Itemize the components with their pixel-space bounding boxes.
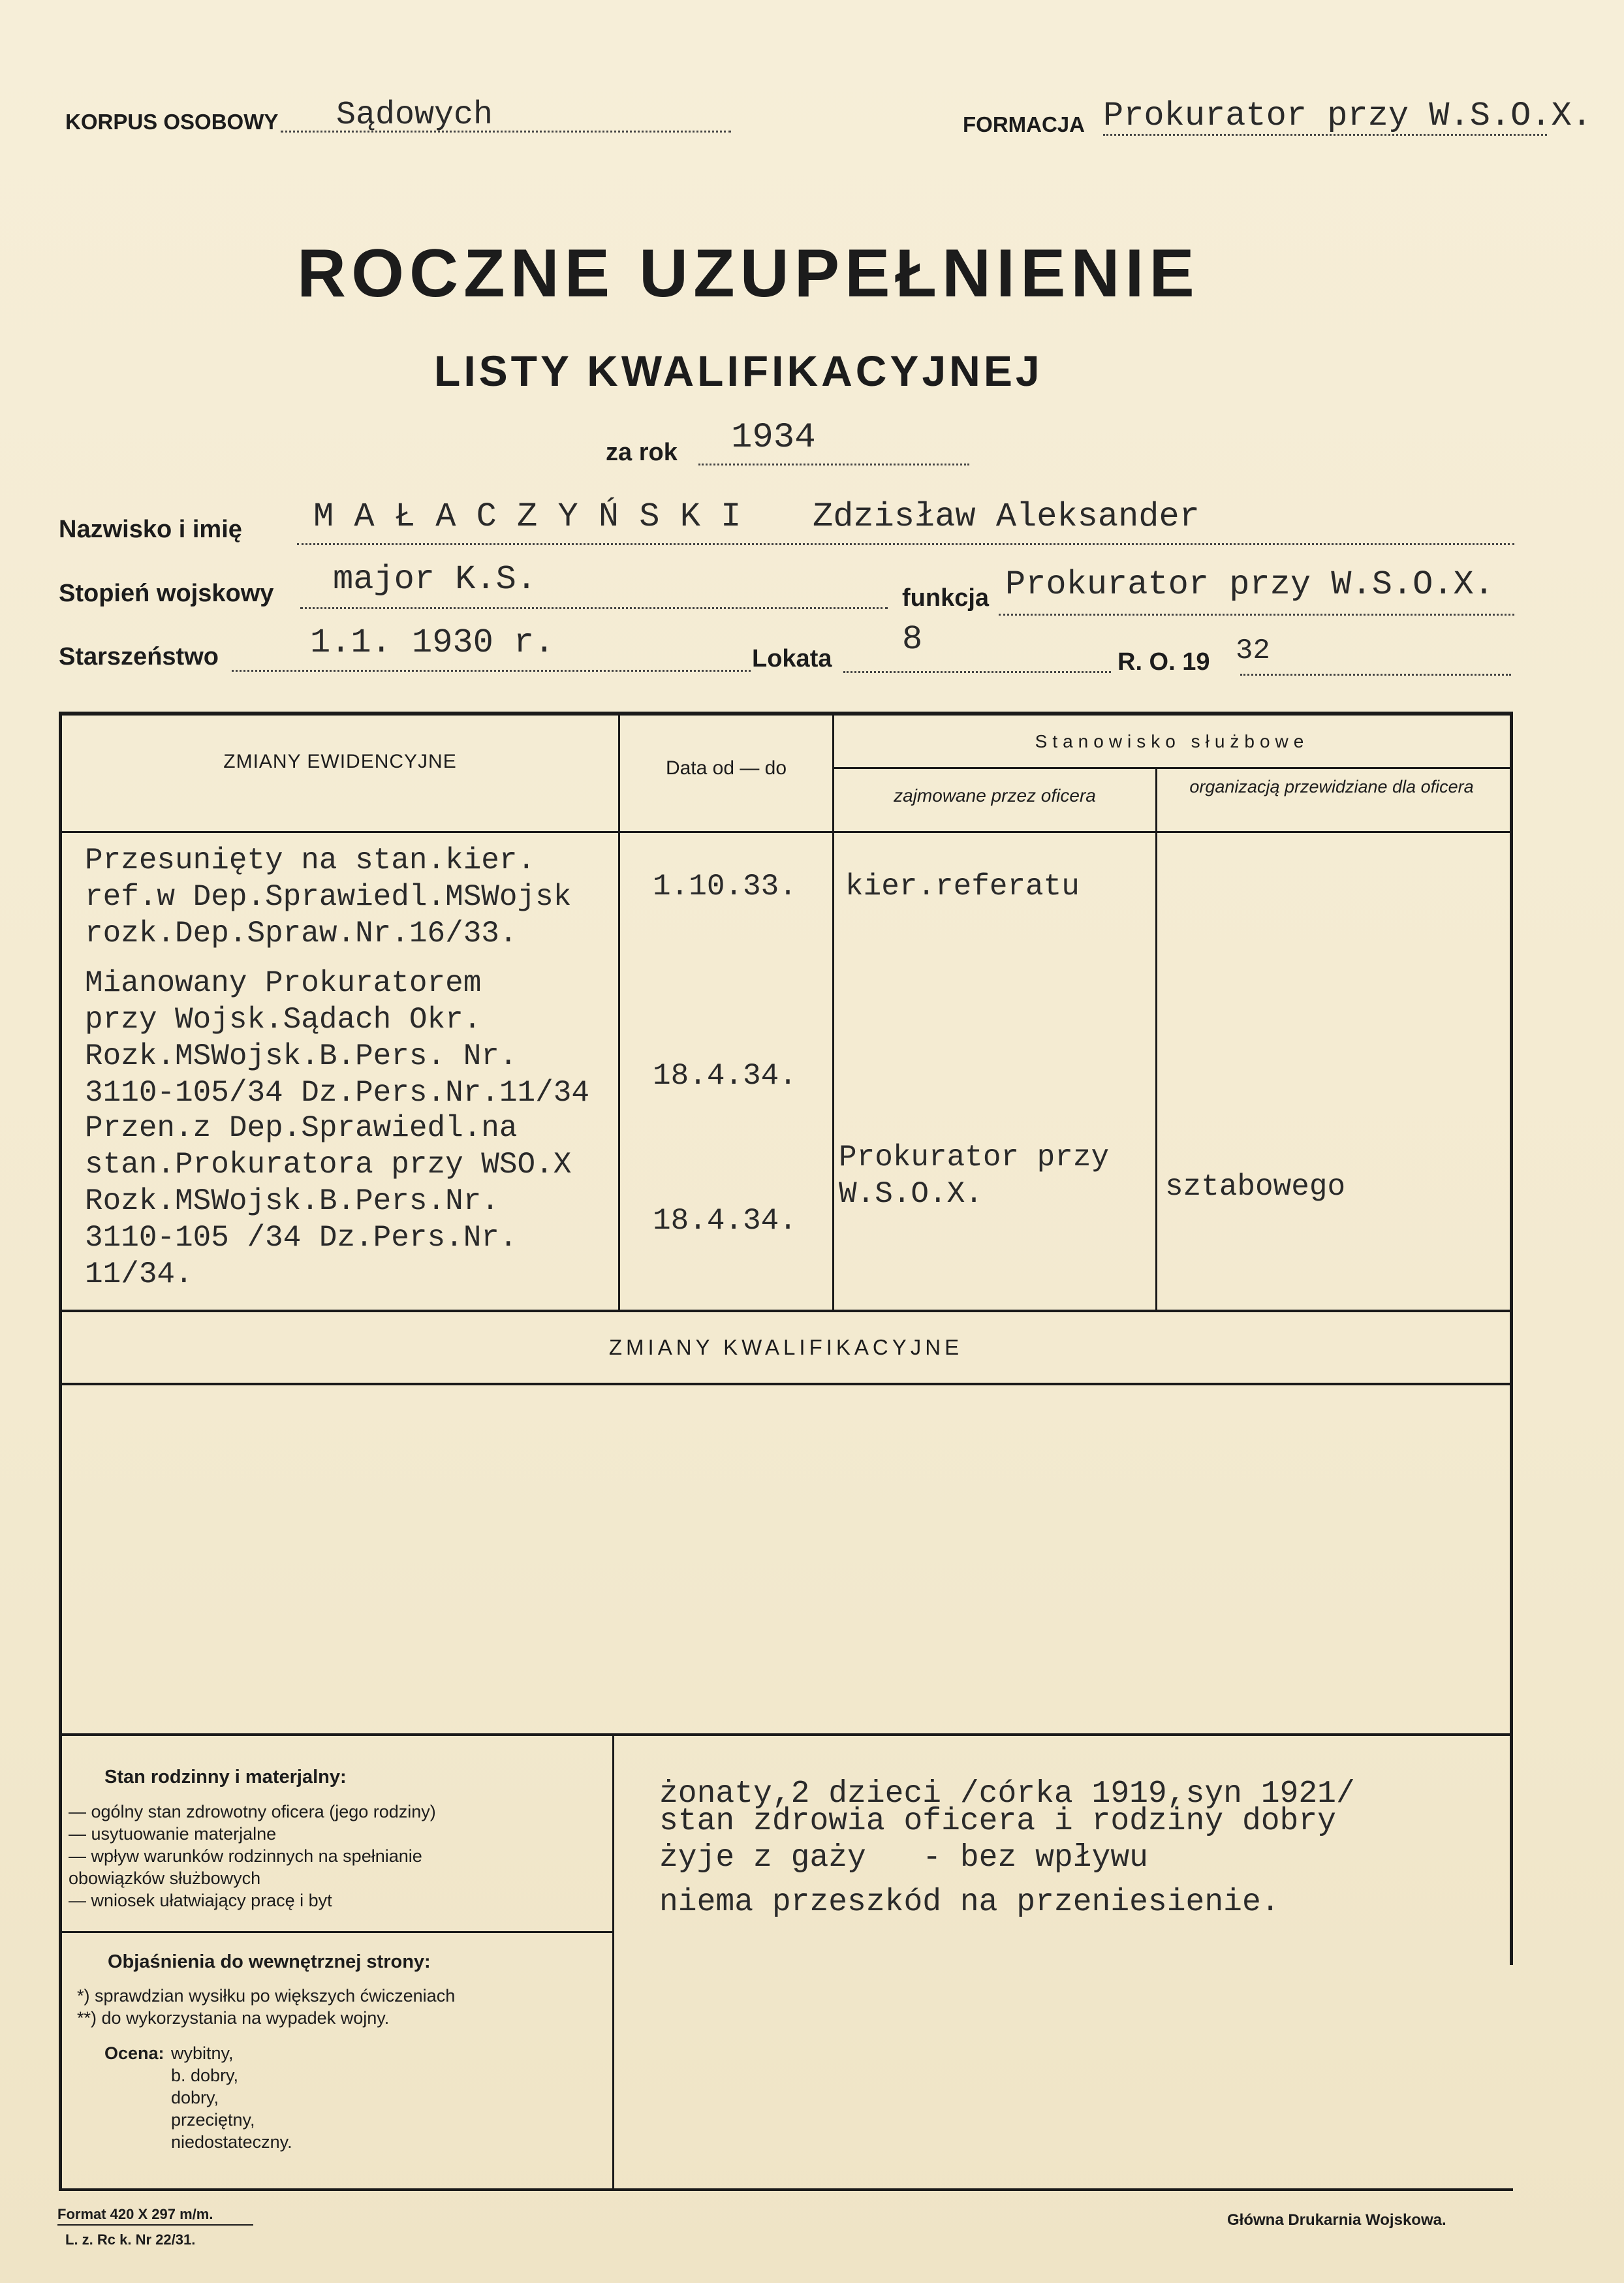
- page-subtitle: LISTY KWALIFIKACYJNEJ: [434, 347, 1043, 395]
- entry-3-held: Prokurator przy W.S.O.X.: [839, 1141, 1110, 1211]
- function-label: funkcja: [902, 584, 990, 612]
- family-item-3: — wpływ warunków rodzinnych na spełnianie: [69, 1846, 422, 1866]
- ro-value: 32: [1236, 635, 1270, 667]
- name-dots: [297, 543, 1514, 545]
- family-text-1: żonaty,2 dzieci /córka 1919,syn 1921/: [659, 1776, 1355, 1812]
- ocena-2: b. dobry,: [171, 2066, 239, 2085]
- position-sub-line: [832, 767, 1511, 769]
- notes-heading: Objaśnienia do wewnętrznej strony:: [108, 1951, 431, 1972]
- entry-3-planned: sztabowego: [1165, 1170, 1346, 1204]
- function-value: Prokurator przy W.S.O.X.: [1005, 565, 1494, 604]
- qual-header: ZMIANY KWALIFIKACYJNE: [608, 1335, 963, 1359]
- family-text-4: niema przeszkód na przeniesienie.: [659, 1885, 1280, 1920]
- col-header-held: zajmowane przez oficera: [894, 785, 1096, 806]
- seniority-label: Starszeństwo: [59, 643, 219, 670]
- name-label: Nazwisko i imię: [59, 516, 242, 543]
- year-label: za rok: [606, 439, 678, 466]
- entry-3-text: Przen.z Dep.Sprawiedl.na stan.Prokuratora przy WSO.X Rozk.MSWojsk.B.Pers.Nr. 3110-105 /34 Dz.Pers.Nr. 11/34.: [85, 1111, 572, 1291]
- col-header-position: Stanowisko służbowe: [1035, 731, 1309, 751]
- footer-underline: [57, 2224, 253, 2226]
- seniority-dots: [232, 670, 751, 672]
- table-header-bottom: [59, 831, 1513, 833]
- family-heading: Stan rodzinny i materjalny:: [104, 1767, 347, 1787]
- col-divider-1: [618, 716, 620, 1310]
- lokata-dots: [843, 671, 1111, 673]
- qual-header-bottom: [59, 1383, 1513, 1385]
- formacja-label: FORMACJA: [963, 112, 1085, 136]
- footer-ref: L. z. Rc k. Nr 22/31.: [65, 2231, 196, 2248]
- ocena-3: dobry,: [171, 2088, 219, 2107]
- col-divider-3: [1155, 767, 1157, 1310]
- qual-bottom-line: [59, 1733, 1513, 1736]
- lokata-value: 8: [902, 620, 923, 659]
- qual-top-line: [59, 1310, 1513, 1312]
- rank-value: major K.S.: [333, 560, 537, 599]
- family-left-border: [59, 1733, 62, 2190]
- family-bottom-line: [59, 2188, 1513, 2191]
- year-dots: [698, 464, 969, 465]
- rank-dots: [300, 607, 888, 609]
- formacja-value: Prokurator przy W.S.O.X.: [1103, 97, 1592, 135]
- footer-format: Format 420 X 297 m/m.: [57, 2206, 213, 2222]
- footer-printer: Główna Drukarnia Wojskowa.: [1227, 2211, 1446, 2229]
- col-header-changes: ZMIANY EWIDENCYJNE: [223, 751, 457, 772]
- korpus-value: Sądowych: [336, 97, 493, 134]
- table-right-border: [1510, 712, 1513, 1965]
- lokata-label: Lokata: [752, 645, 832, 672]
- note-1: *) sprawdzian wysiłku po większych ćwiczeniach: [77, 1986, 456, 2006]
- korpus-label: KORPUS OSOBOWY: [65, 110, 279, 134]
- col-header-planned: organizacją przewidziane dla oficera: [1189, 777, 1474, 796]
- ro-label: R. O. 19: [1117, 648, 1210, 676]
- entry-2-date: 18.4.34.: [653, 1059, 797, 1093]
- year-value: 1934: [731, 418, 816, 458]
- rank-label: Stopień wojskowy: [59, 580, 274, 607]
- entry-2-text: Mianowany Prokuratorem przy Wojsk.Sądach Okr. Rozk.MSWojsk.B.Pers. Nr. 3110-105/34 Dz.Pers.Nr.11/34: [85, 966, 589, 1110]
- ro-dots: [1240, 674, 1511, 676]
- given-names-value: Zdzisław Aleksander: [813, 497, 1200, 536]
- table-top-border: [59, 712, 1513, 716]
- ocena-label: Ocena:: [104, 2043, 164, 2063]
- ocena-1: wybitny,: [171, 2043, 234, 2063]
- page-title: ROCZNE UZUPEŁNIENIE: [297, 236, 1200, 311]
- family-text-2: stan zdrowia oficera i rodziny dobry: [659, 1804, 1336, 1839]
- function-dots: [999, 614, 1514, 616]
- entry-1-text: Przesunięty na stan.kier. ref.w Dep.Sprawiedl.MSWojsk rozk.Dep.Spraw.Nr.16/33.: [85, 843, 572, 951]
- ocena-4: przeciętny,: [171, 2110, 255, 2130]
- entry-1-held: kier.referatu: [845, 870, 1080, 904]
- col-header-dates: Data od — do: [665, 757, 787, 779]
- ocena-5: niedostateczny.: [171, 2132, 292, 2152]
- entry-3-date: 18.4.34.: [653, 1204, 797, 1238]
- family-mid-line: [59, 1931, 614, 1933]
- entry-1-date: 1.10.33.: [653, 870, 797, 904]
- family-item-1: — ogólny stan zdrowotny oficera (jego rodziny): [69, 1802, 436, 1821]
- note-2: **) do wykorzystania na wypadek wojny.: [77, 2008, 390, 2028]
- seniority-value: 1.1. 1930 r.: [310, 623, 555, 662]
- family-item-5: — wniosek ułatwiający pracę i byt: [69, 1891, 332, 1910]
- family-item-2: — usytuowanie materjalne: [69, 1824, 277, 1844]
- family-item-4: obowiązków służbowych: [69, 1868, 261, 1888]
- family-text-3: żyje z gaży - bez wpływu: [659, 1840, 1148, 1876]
- family-divider: [612, 1733, 614, 2190]
- surname-value: M A Ł A C Z Y Ń S K I: [313, 497, 742, 536]
